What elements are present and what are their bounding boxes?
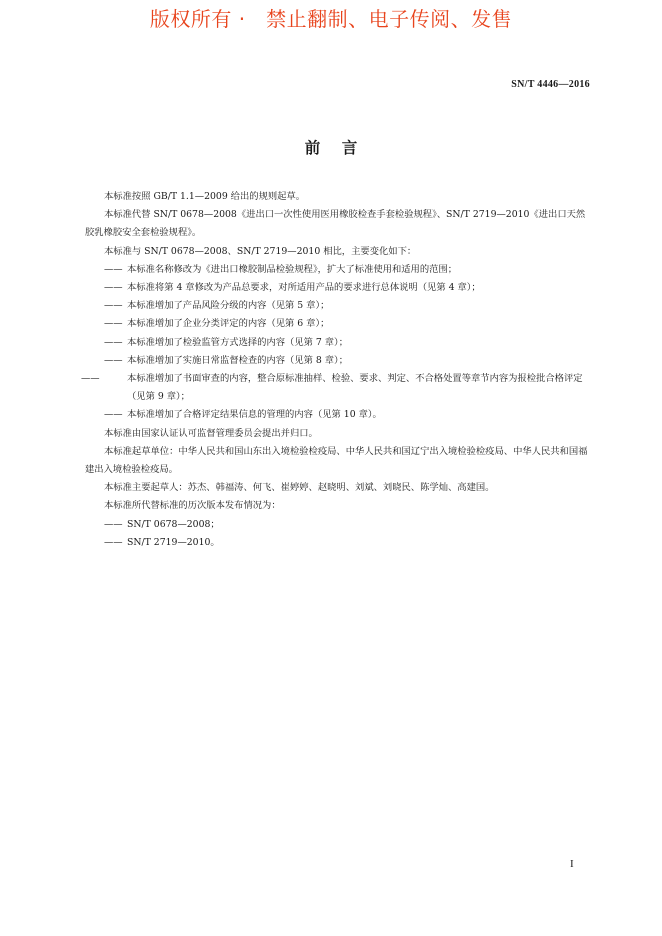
dash: —— [104, 354, 123, 366]
history-text: SN/T 0678—2008； [127, 518, 220, 530]
dash: —— [104, 336, 123, 348]
page-title: 前 言 [304, 139, 358, 157]
paragraph-history-intro: 本标准所代替标准的历次版本发布情况为： [104, 500, 281, 512]
list-item [104, 261, 593, 279]
list-item [104, 279, 593, 297]
change-text: 本标准增加了产品风险分级的内容（见第 5 章）； [127, 300, 330, 312]
dash: —— [104, 300, 123, 312]
dash: —— [104, 536, 123, 548]
paragraph-drafting-units: 本标准起草单位：中华人民共和国山东出入境检验检疫局、中华人民共和国辽宁出入境检验检疫局、中华人民共和国福建出入境检验检疫局。 [85, 445, 588, 476]
copyright-watermark: 版权所有 · 禁止翻制、电子传阅、发售 [149, 7, 513, 31]
change-text: 本标准增加了实施日常监督检查的内容（见第 8 章）； [127, 354, 349, 366]
list-item [104, 315, 593, 333]
change-text: 本标准增加了检验监管方式选择的内容（见第 7 章）； [127, 336, 349, 348]
change-text: 本标准将第 4 章修改为产品总要求，对所适用产品的要求进行总体说明（见第 4 章）； [127, 282, 481, 294]
paragraph-drafting-rules: 本标准按照 GB/T 1.1—2009 给出的规则起草。 [104, 191, 306, 202]
foreword-body [81, 188, 593, 552]
history-item [104, 534, 593, 552]
page-number: I [570, 858, 574, 870]
dash: —— [81, 373, 100, 385]
paragraph-changes-intro: 本标准与 SN/T 0678—2008、SN/T 2719—2010 相比，主要变化如下： [104, 245, 417, 257]
change-text: 本标准名称修改为《进出口橡胶制品检验规程》，扩大了标准使用和适用的范围； [127, 263, 458, 275]
paragraph-proposer: 本标准由国家认证认可监督管理委员会提出并归口。 [104, 427, 318, 439]
dash: —— [104, 409, 123, 421]
dash: —— [104, 263, 123, 275]
paragraph-replaces: 本标准代替 SN/T 0678—2008《进出口一次性使用医用橡胶检查手套检验规程》、SN/T 2719—2010《进出口天然胶乳橡胶安全套检验规程》。 [85, 209, 586, 239]
list-item [104, 406, 593, 424]
dash: —— [104, 282, 123, 294]
change-text: 本标准增加了企业分类评定的内容（见第 6 章）； [127, 318, 330, 330]
list-item [104, 352, 593, 370]
standard-code: SN/T 4446—2016 [511, 79, 590, 90]
change-text: 本标准增加了合格评定结果信息的管理的内容（见第 10 章）。 [127, 409, 382, 421]
dash: —— [104, 518, 123, 530]
list-item [81, 370, 593, 406]
paragraph-drafters: 本标准主要起草人：苏杰、韩福涛、何飞、崔婷婷、赵晓明、刘斌、刘晓民、陈学灿、高建国。 [104, 482, 495, 494]
list-item [104, 334, 593, 352]
history-item [104, 516, 593, 534]
list-item [104, 297, 593, 315]
dash: —— [104, 318, 123, 330]
history-text: SN/T 2719—2010。 [127, 536, 220, 548]
change-text: 本标准增加了书面审查的内容，整合原标准抽样、检验、要求、判定、不合格处置等章节内容为报检批合格评定（见第 9 章）； [127, 373, 583, 403]
